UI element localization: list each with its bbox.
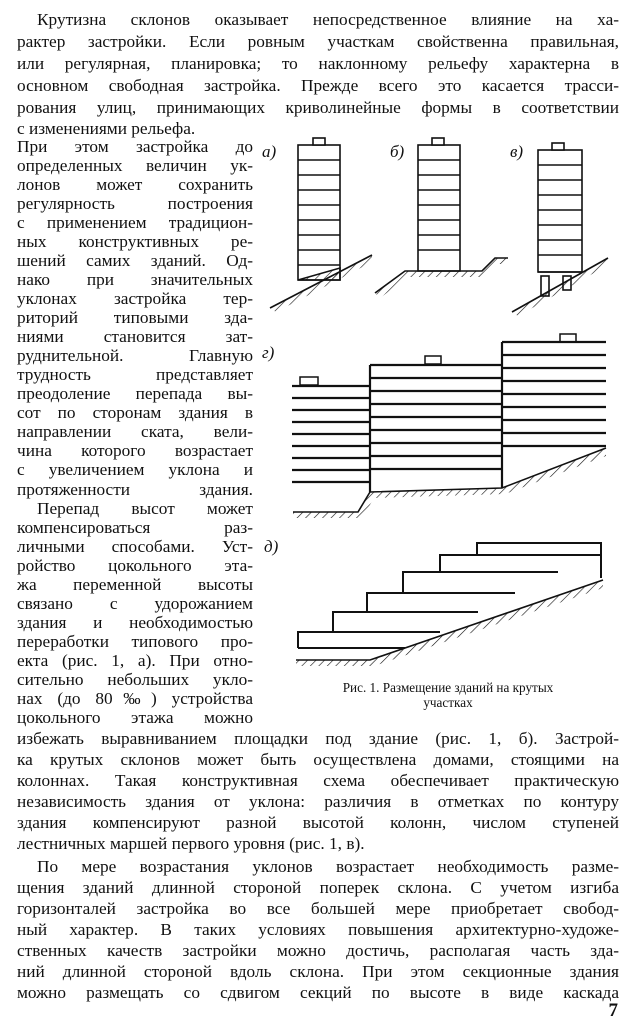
text-line: сительно небольших укло- <box>17 670 253 689</box>
text-line: личными способами. Уст- <box>17 537 253 556</box>
text-line: с увеличением уклона и <box>17 460 253 479</box>
text-line: избежать выравниванием площадки под здание (рис. 1, б). Застрой- <box>17 729 619 748</box>
text-line: можно размещать со сдвигом секций по высоте в виде каскада <box>17 983 619 1002</box>
text-line: екта (рис. 1, а). При отно- <box>17 651 253 670</box>
text-line: По мере возрастания уклонов возрастает необходимость разме- <box>37 857 619 876</box>
text-line: ных конструктивных ре- <box>17 232 253 251</box>
text-line: нако при значительных <box>17 270 253 289</box>
text-line: шений самих зданий. Од- <box>17 251 253 270</box>
page-number: 7 <box>608 1000 618 1021</box>
text-line: Перепад высот может <box>37 499 253 518</box>
text-line: риторий типовыми зда- <box>17 308 253 327</box>
figure-label-b: б) <box>390 142 405 161</box>
building-b <box>418 138 460 271</box>
text-line: преодоление перепада вы- <box>17 384 253 403</box>
text-line: ройство цокольного эта- <box>17 556 253 575</box>
text-line: горизонталей застройка во все большей мере приобретает свобод- <box>17 899 619 918</box>
text-line: лонов может сохранить <box>17 175 253 194</box>
figure-caption-line2: участках <box>423 695 473 710</box>
building-v <box>538 143 582 296</box>
text-line: цокольного этажа можно <box>17 708 253 727</box>
text-line: ственных качеств застройки можно достичь, располагая часть зда- <box>17 941 619 960</box>
text-line: руднительной. Главную <box>17 346 253 365</box>
text-line: здания и необходимостью <box>17 613 253 632</box>
text-line: рования улиц, принимающих криволинейные формы в соответствии <box>17 98 619 117</box>
figure-label-g: г) <box>262 343 275 362</box>
text-line: или регулярная, планировка; то наклонному рельефу характерна в <box>17 54 619 73</box>
text-line: определенных величин ук- <box>17 156 253 175</box>
text-line: При этом застройка до <box>17 137 253 156</box>
figure-caption: Рис. 1. Размещение зданий на крутых <box>342 680 554 695</box>
text-line: переработки типового про- <box>17 632 253 651</box>
figure-label-v: в) <box>510 142 524 161</box>
figure-label-d: д) <box>264 537 279 556</box>
text-line: независимость здания от уклона: различия в отметках по контуру <box>17 792 619 811</box>
text-line: протяженности здания. <box>17 480 253 499</box>
text-line: колоннах. Такая конструктивная схема обеспечивает практическую <box>17 771 619 790</box>
ground-slope-v <box>512 258 608 316</box>
building-a <box>298 138 340 280</box>
text-line: уклонах застройка тер- <box>17 289 253 308</box>
text-line: с изменениями рельефа. <box>17 119 196 138</box>
text-line: компенсироваться раз- <box>17 518 253 537</box>
text-line: чина которого возрастает <box>17 441 253 460</box>
text-line: сот по сторонам здания в <box>17 403 253 422</box>
figure-label-a: а) <box>262 142 277 161</box>
text-line: лестничных маршей первого уровня (рис. 1, в). <box>17 834 365 853</box>
text-line: ка крутых склонов может быть осуществлена домами, стоящими на <box>17 750 619 769</box>
ground-slope-a <box>270 255 372 312</box>
text-line: с применением традицион- <box>17 213 253 232</box>
text-line: направлении ската, вели- <box>17 422 253 441</box>
text-line: трудность представляет <box>17 365 253 384</box>
text-line: жа переменной высоты <box>17 575 253 594</box>
text-line: Крутизна склонов оказывает непосредственное влияние на ха- <box>37 10 619 29</box>
text-line: щения зданий длинной стороной поперек склона. С учетом изгиба <box>17 878 619 897</box>
text-line: ний длинной стороной вдоль склона. При этом секционные здания <box>17 962 619 981</box>
text-line: здания компенсируют разной высотой колонн, числом ступеней <box>17 813 619 832</box>
text-line: ный характер. В таких условиях повышения архитектурно-художе- <box>17 920 619 939</box>
text-line: ниями становится зат- <box>17 327 253 346</box>
text-line: связано с удорожанием <box>17 594 253 613</box>
text-line: нах (до 80‰) устройства <box>17 689 253 708</box>
text-line: основном свободная застройка. Прежде всего это касается трасси- <box>17 76 619 95</box>
text-line: регулярность построения <box>17 194 253 213</box>
ground-terrace-b <box>375 258 508 298</box>
text-line: рактер застройки. Если ровным участкам свойственна правильная, <box>17 32 619 51</box>
